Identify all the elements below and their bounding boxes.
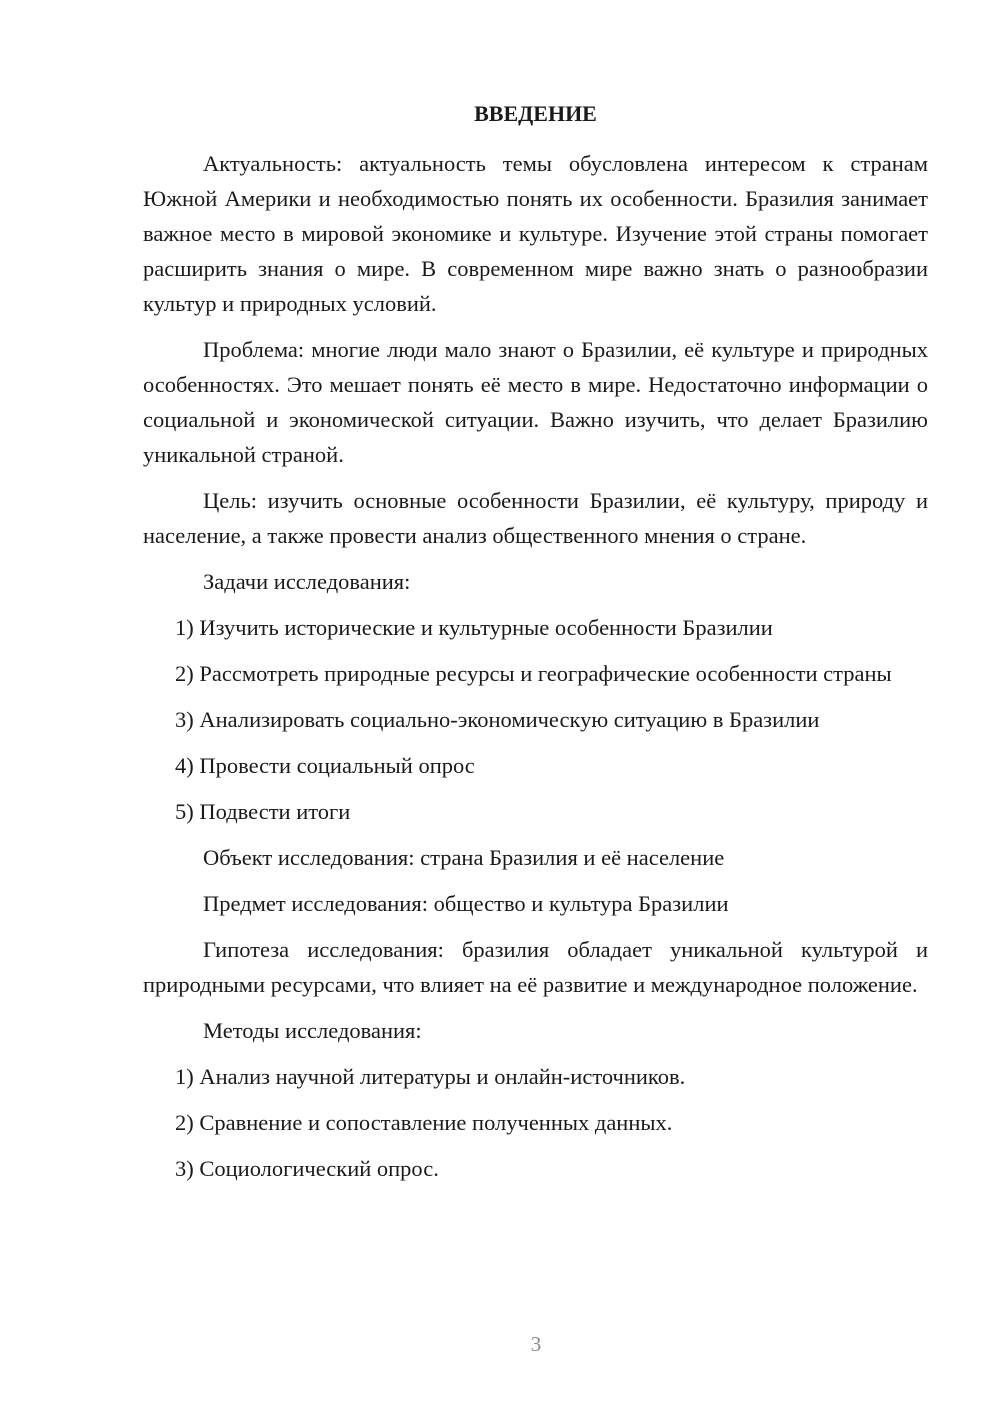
method-item: 2) Сравнение и сопоставление полученных данных.	[175, 1110, 673, 1135]
method-item: 1) Анализ научной литературы и онлайн-источников.	[175, 1064, 686, 1089]
section-title: ВВЕДЕНИЕ	[474, 101, 597, 126]
task-item: 3) Анализировать социально-экономическую ситуацию в Бразилии	[175, 707, 820, 732]
task-item: 2) Рассмотреть природные ресурсы и географические особенности страны	[175, 661, 892, 686]
tasks-heading: Задачи исследования:	[203, 569, 411, 594]
goal-paragraph: Цель: изучить основные особенности Бразилии, её культуру, природу и население, а также провести анализ общественного мнения о стране.	[143, 488, 928, 548]
document-page	[143, 96, 928, 1197]
methods-heading: Методы исследования:	[203, 1018, 422, 1043]
task-item: 4) Провести социальный опрос	[175, 753, 475, 778]
method-item: 3) Социологический опрос.	[175, 1156, 439, 1181]
problem-paragraph: Проблема: многие люди мало знают о Бразилии, её культуре и природных особенностях. Это мешает понять её место в мире. Недостаточно информации о социальной и экономической ситуации. Важно изучить, что делает Бразилию уникальной страной.	[143, 337, 928, 467]
task-item: 1) Изучить исторические и культурные особенности Бразилии	[175, 615, 773, 640]
object-line: Объект исследования: страна Бразилия и её население	[203, 845, 725, 870]
task-item: 5) Подвести итоги	[175, 799, 351, 824]
relevance-paragraph: Актуальность: актуальность темы обусловлена интересом к странам Южной Америки и необходимостью понять их особенности. Бразилия занимает важное место в мировой экономике и культуре. Изучение этой страны помогает расширить знания о мире. В современном мире важно знать о разнообразии культур и природных условий.	[143, 151, 928, 316]
hypothesis-paragraph: Гипотеза исследования: бразилия обладает уникальной культурой и природными ресурсами, что влияет на её развитие и международное положение.	[143, 937, 928, 997]
subject-line: Предмет исследования: общество и культура Бразилии	[203, 891, 729, 916]
page-number: 3	[530, 1332, 542, 1356]
